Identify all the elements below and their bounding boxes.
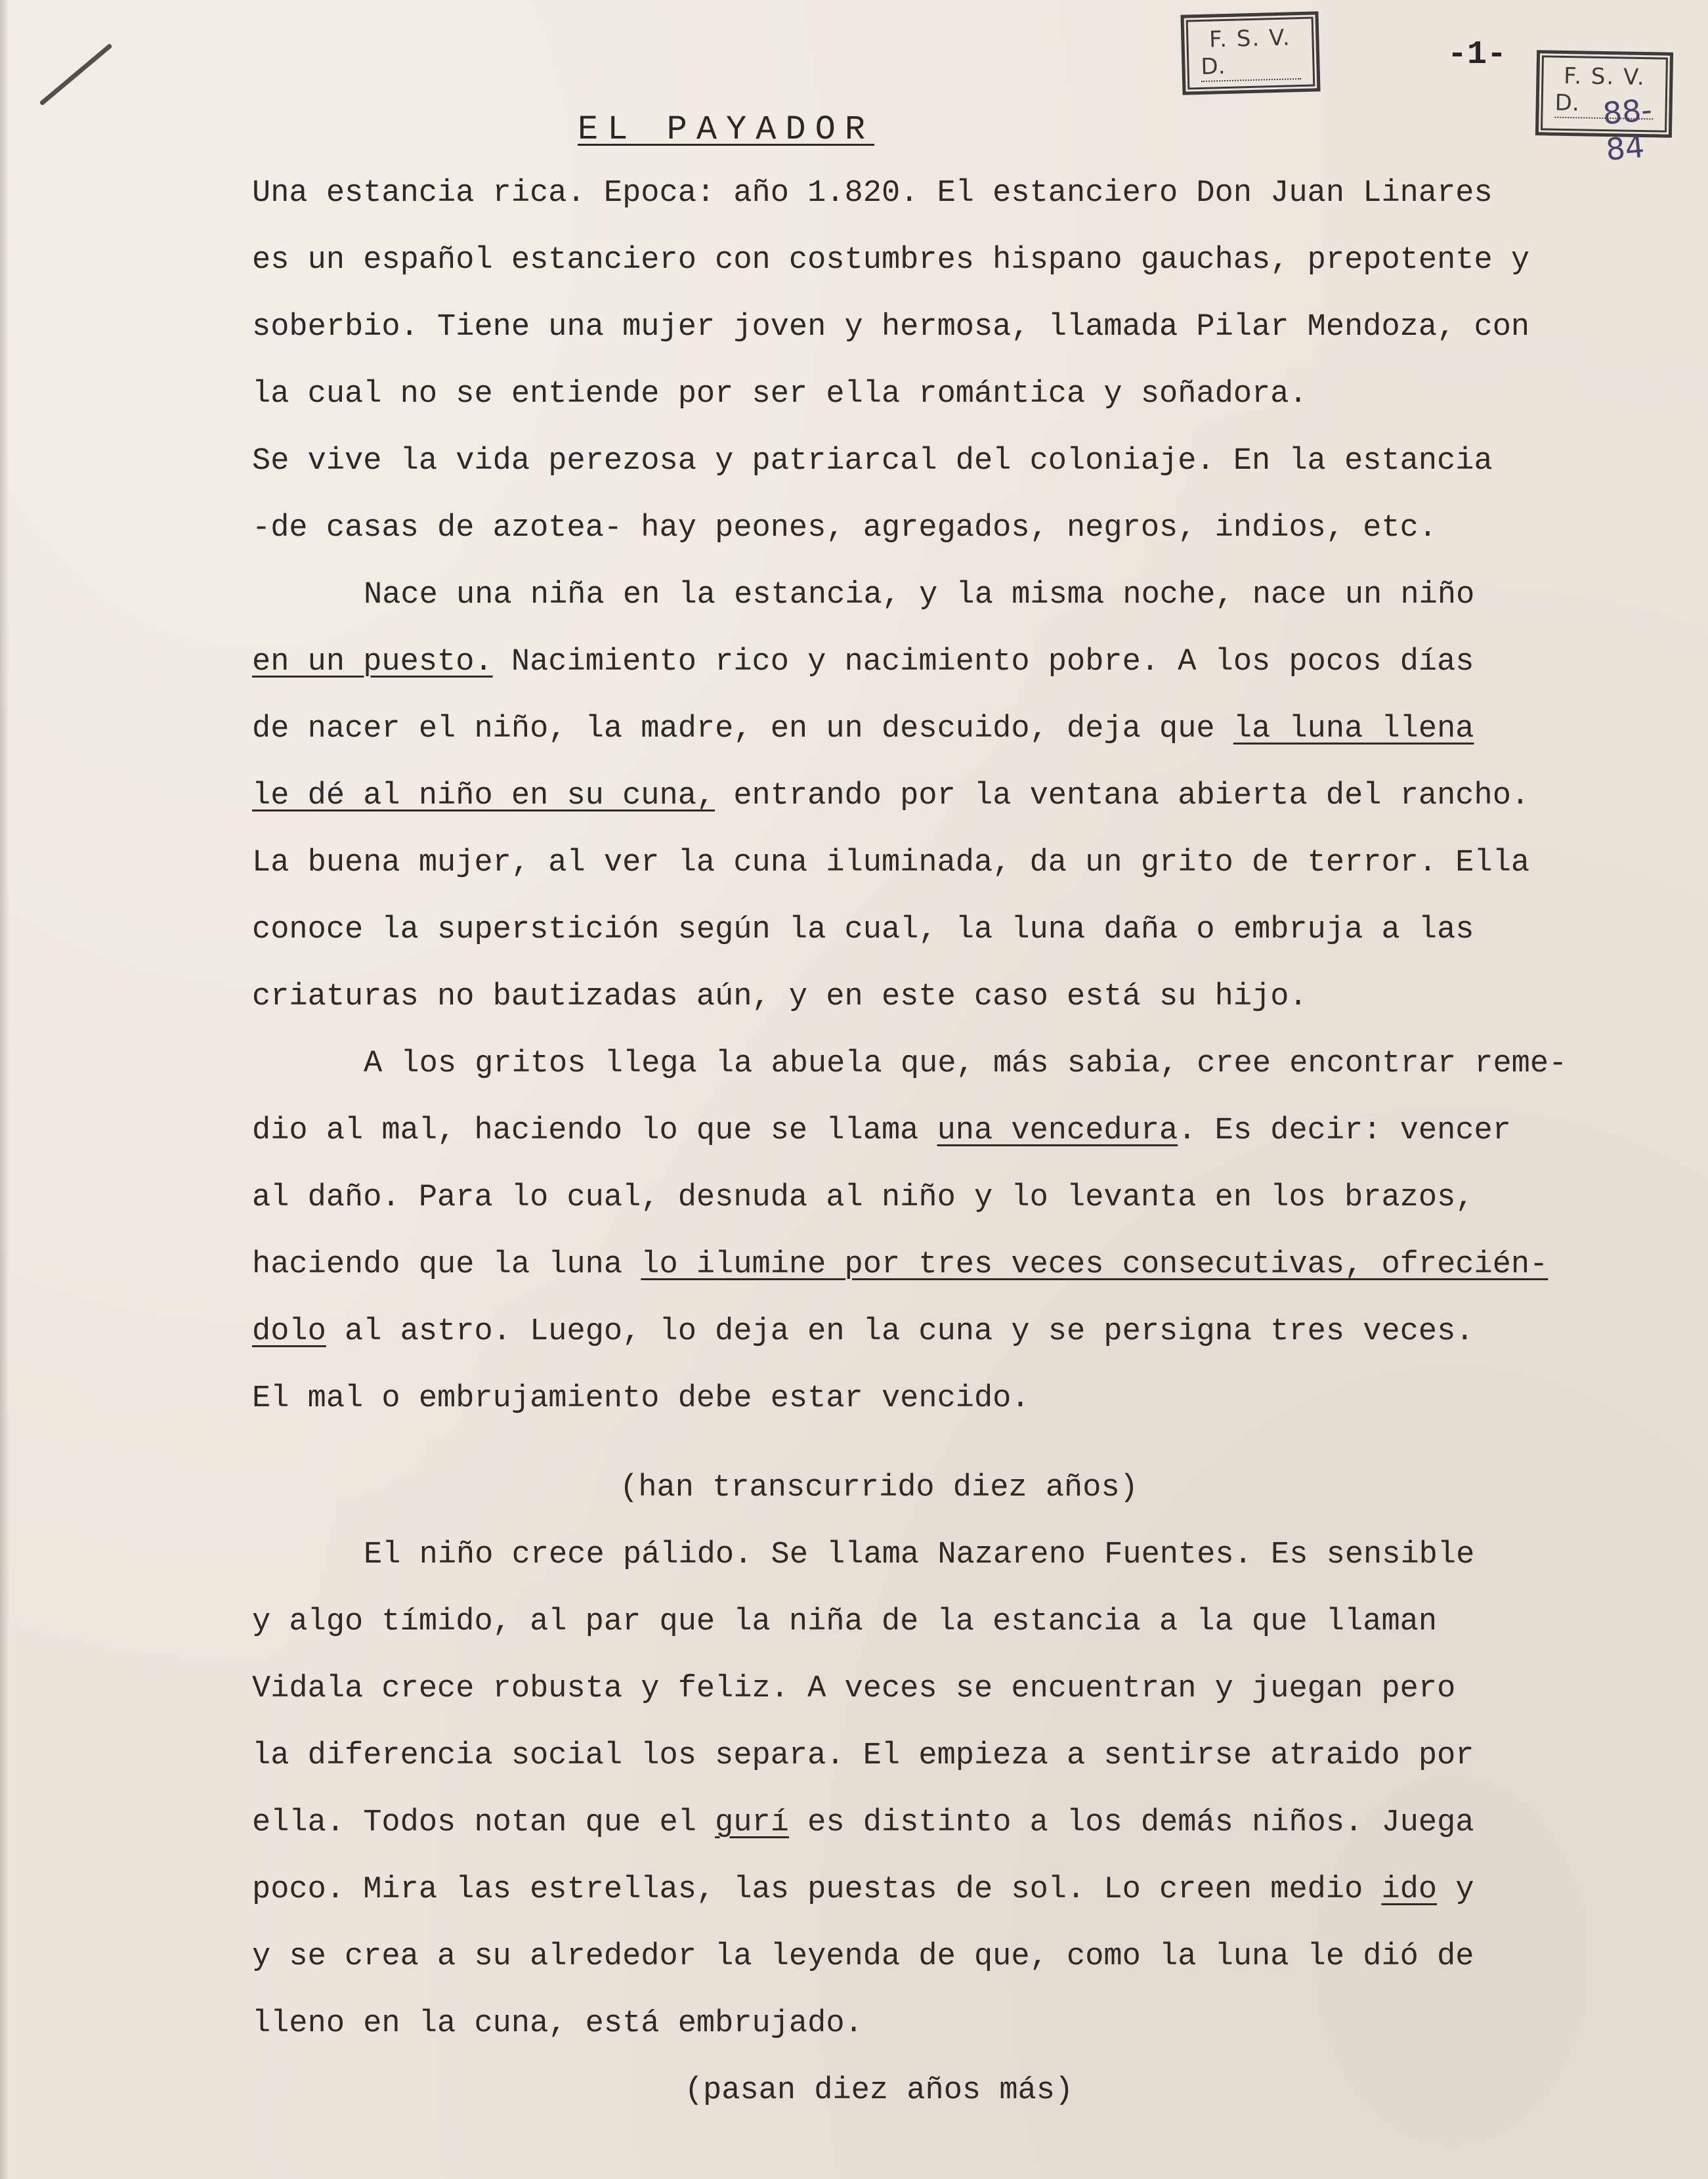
text-line: la cual no se entiende por ser ella romántica y soñadora. (252, 377, 1308, 412)
handwritten-folio-number: 88-84 (1601, 91, 1654, 168)
text-line (252, 1113, 1624, 1180)
underlined-phrase: la luna llena (1233, 712, 1474, 746)
text-segment: de nacer el niño, la madre, en un descuido, deja que (252, 712, 1233, 746)
stamp-initials: F. S. V. (1563, 62, 1646, 91)
text-line: soberbio. Tiene una mujer joven y hermosa, llamada Pilar Mendoza, con (252, 310, 1530, 345)
stamp-document-field: D. (1554, 89, 1654, 119)
text-line: lleno en la cuna, está embrujado. (252, 2006, 863, 2041)
text-segment: y (1437, 1872, 1474, 1907)
text-line: criaturas no bautizadas aún, y en este caso está su hijo. (252, 980, 1308, 1014)
text-line (252, 779, 1624, 846)
text-segment: . Es decir: vencer (1178, 1113, 1511, 1148)
text-line (252, 712, 1624, 779)
stamp-document-field: D. (1201, 51, 1301, 82)
text-line (252, 645, 1624, 712)
underlined-phrase: lo ilumine por tres veces consecutivas, ofrecién- (641, 1247, 1548, 1282)
underlined-word: ido (1381, 1872, 1438, 1907)
underlined-phrase: le dé al niño en su cuna, (252, 779, 715, 813)
underlined-phrase: una vencedura (937, 1113, 1178, 1148)
text-segment: es distinto a los demás niños. Juega (788, 1805, 1474, 1840)
text-segment: al astro. Luego, lo deja en la cuna y se persigna tres veces. (326, 1314, 1474, 1349)
text-line (252, 1314, 1624, 1381)
stamp-initials: F. S. V. (1208, 24, 1292, 53)
typewritten-body (252, 176, 1624, 2140)
underlined-phrase: dolo (252, 1314, 326, 1349)
text-line: y algo tímido, al par que la niña de la estancia a la que llaman (252, 1605, 1438, 1639)
text-line (252, 1247, 1624, 1314)
text-line: El mal o embrujamiento debe estar vencido. (252, 1381, 1030, 1416)
text-segment: haciendo que la luna (252, 1247, 641, 1282)
text-line: Una estancia rica. Epoca: año 1.820. El estanciero Don Juan Linares (252, 176, 1493, 211)
text-segment: Nacimiento rico y nacimiento pobre. A los pocos días (492, 645, 1474, 680)
text-line: El niño crece pálido. Se llama Nazareno Fuentes. Es sensible (364, 1538, 1475, 1572)
text-segment: ella. Todos notan que el (252, 1805, 715, 1840)
text-line: A los gritos llega la abuela que, más sabia, cree encontrar reme- (364, 1046, 1568, 1081)
text-line: la diferencia social los separa. El empieza a sentirse atraido por (252, 1738, 1474, 1773)
staple-mark (39, 43, 113, 106)
archive-stamp (1180, 11, 1320, 95)
text-segment: dio al mal, haciendo lo que se llama (252, 1113, 937, 1148)
text-line: -de casas de azotea- hay peones, agregados, negros, indios, etc. (252, 511, 1438, 546)
underlined-phrase: en un puesto. (252, 645, 493, 680)
text-line: La buena mujer, al ver la cuna iluminada, da un grito de terror. Ella (252, 846, 1530, 880)
text-line (252, 1872, 1624, 1939)
text-line: Nace una niña en la estancia, y la misma noche, nace un niño (364, 578, 1475, 613)
text-line: al daño. Para lo cual, desnuda al niño y lo levanta en los brazos, (252, 1180, 1474, 1215)
page-edge-shadow (0, 0, 9, 2179)
text-line: Se vive la vida perezosa y patriarcal del coloniaje. En la estancia (252, 444, 1493, 479)
underlined-word: gurí (715, 1805, 789, 1840)
text-segment: entrando por la ventana abierta del rancho. (715, 779, 1530, 813)
text-line (252, 1805, 1624, 1872)
text-line: es un español estanciero con costumbres hispano gauchas, prepotente y (252, 243, 1530, 278)
text-line: conoce la superstición según la cual, la luna daña o embruja a las (252, 913, 1474, 947)
text-line: Vidala crece robusta y feliz. A veces se encuentran y juegan pero (252, 1672, 1456, 1706)
document-title: EL PAYADOR (578, 110, 875, 149)
page-number: -1- (1447, 36, 1507, 74)
scene-transition-note: (pasan diez años más) (684, 2073, 1074, 2108)
scene-transition-note: (han transcurrido diez años) (620, 1471, 1138, 1505)
spacer (252, 1448, 1624, 1471)
archive-stamp-folio (1535, 50, 1673, 168)
text-line: y se crea a su alrededor la leyenda de que, como la luna le dió de (252, 1939, 1474, 1974)
text-segment: poco. Mira las estrellas, las puestas de sol. Lo creen medio (252, 1872, 1382, 1907)
